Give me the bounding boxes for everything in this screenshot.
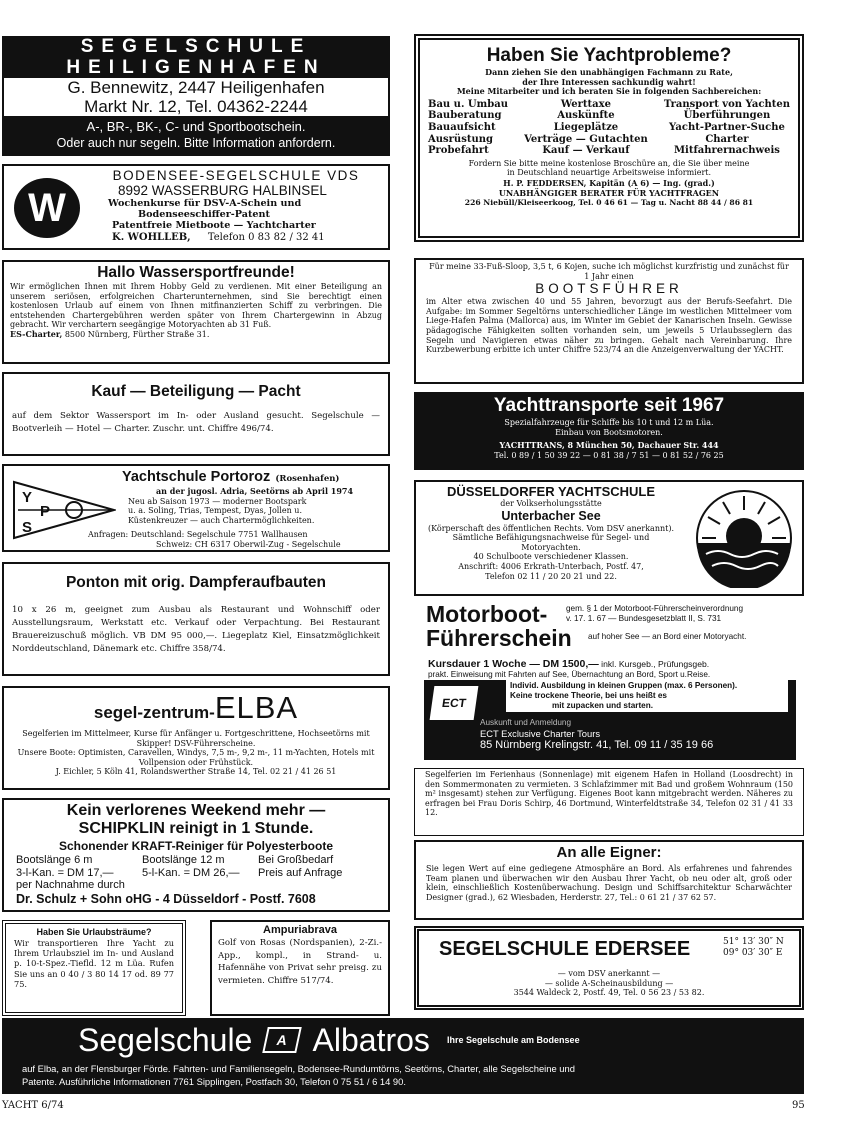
- ad-ampuriabrava: [210, 920, 390, 1016]
- bodensee-line3: Patentfreie Mietboote — Yachtcharter: [112, 220, 316, 231]
- ad-segelschule-heiligenhafen: [2, 36, 390, 156]
- ad-segelferien-ferienhaus: [414, 768, 804, 836]
- yachtprobleme-intro3: Meine Mitarbeiter und ich beraten Sie in folgenden Sachbereichen:: [456, 86, 762, 97]
- motorboot-kurs-label: Kursdauer 1 Woche — DM 1500,—: [428, 658, 599, 670]
- elba-line2: Unsere Boote: Optimisten, Caravellen, Windys, 7,5 m-, 9,2 m-, 11 m-Yachten, Hotels mit Vollpension oder Frühstück.: [17, 748, 375, 767]
- portoroz-line6: Schweiz: CH 6317 Oberwil-Zug - Segelschule: [156, 539, 341, 549]
- yachttransporte-line1: Spezialfahrzeuge für Schiffe bis 10 t und 12 m Lüa.: [504, 418, 714, 427]
- ad-ponton: [2, 562, 390, 676]
- wassersport-body: Wir ermöglichen Ihnen mit Ihrem Hobby Geld zu verdienen. Mit einer Beteiligung an unserem seriösen, erfolgreichen Charterunternehmen, sind Sie berechtigt einen kostenlosen Urlaub auf einem von Ihnen mitfinanzierten Schiff zu verbringen. Die entstehenden Chartergebühren werden später von Ihrem Chartergewinn in Abzug gebracht. Wir verchartern seegängige Motoryachten ab 31 Fuß.: [10, 282, 382, 330]
- ad-bootsfuehrer: [414, 258, 804, 384]
- motorboot-footer2: ECT Exclusive Charter Tours: [480, 728, 601, 739]
- wassersport-signature: [10, 330, 382, 340]
- motorboot-logo-text: ECT: [441, 696, 467, 710]
- portoroz-line4: Küstenkreuzer — auch Chartermöglichkeiten.: [128, 515, 315, 525]
- motorboot-line3: Keine trockene Theorie, bei uns heißt es: [510, 691, 667, 700]
- yachttransporte-title: Yachttransporte seit 1967: [493, 395, 725, 416]
- duesseldorf-line6: Anschrift: 4006 Erkrath-Unterbach, Postf. 47,: [458, 561, 644, 571]
- bodensee-title: BODENSEE-SEGELSCHULE VDS: [112, 168, 360, 183]
- duesseldorf-text: [422, 484, 680, 581]
- duesseldorf-sun-logo: [694, 488, 794, 588]
- albatros-tagline: Ihre Segelschule am Bodensee: [447, 1035, 580, 1045]
- elba-title-a: segel-zentrum-: [93, 703, 215, 722]
- heiligenhafen-title2: HEILIGENHAFEN: [66, 57, 326, 78]
- elba-line3: J. Eichler, 5 Köln 41, Rolandswerther Straße 14, Tel. 02 21 / 41 26 51: [55, 767, 337, 777]
- albatros-line1: auf Elba, an der Flensburger Förde. Fahrten- und Familiensegeln, Bodensee-Rundumtörns, Seetörns, Charter, alle Segelscheine und: [22, 1063, 575, 1074]
- schipklin-c2r1: Bootslänge 12 m: [142, 854, 225, 866]
- bodensee-line1: Wochenkurse für DSV-A-Schein und: [108, 198, 302, 209]
- edersee-title: SEGELSCHULE EDERSEE: [439, 938, 691, 960]
- yachtprobleme-intro2: der Ihre Interessen sachkundig wahrt!: [522, 76, 696, 87]
- yachtprobleme-col1-item: Bauberatung: [428, 110, 502, 122]
- schipklin-c3r2: Preis auf Anfrage: [258, 866, 343, 879]
- portoroz-title-sub: (Rosenhafen): [275, 474, 340, 484]
- yachttransporte-line2: Einbau von Bootsmotoren.: [555, 427, 663, 437]
- duesseldorf-line4: Sämtliche Befähigungsnachweise für Segel- und Motoryachten.: [452, 533, 650, 552]
- motorboot-footer1: Auskunft und Anmeldung: [480, 718, 572, 727]
- yachtprobleme-intro1: Dann ziehen Sie den unabhängigen Fachmann zu Rate,: [485, 67, 733, 77]
- motorboot-line1: prakt. Einweisung mit Fahrten auf See, Übernachtung an Bord, Sport u.Reise.: [428, 670, 711, 679]
- edersee-coord2: 09° 03′ 30″ E: [723, 948, 783, 958]
- motorboot-info-box: [506, 680, 788, 712]
- ad-bodensee-segelschule: [2, 164, 390, 250]
- bootsfuehrer-body: im Alter etwa zwischen 40 und 55 Jahren, bevorzugt aus der Berufs-Seefahrt. Die Aufgabe: im Sommer Segeltörns unterschiedlicher Länge im westlichen Mittelmeer vom Liege-Hafen Palma (Mallorca) aus, im Winter im Gebiet der Kanarischen Inseln. Gewisse pädagogische Fähigkeiten sollten vorhanden sein, um jeweils 5 Urlaubsseglern das Segeln und Navigieren etwas näher zu bringen. Gehalt nach Vereinbarung. Ihre Kurzbewerbung erbitte ich unter Chiffre 523/74 an die Anzeigenverwaltung der YACHT.: [426, 297, 792, 355]
- edersee-line2: — solide A-Scheinausbildung —: [544, 978, 674, 988]
- yachtprobleme-col3-item: Charter: [705, 133, 749, 145]
- motorboot-title1: Motorboot-: [426, 602, 548, 627]
- duesseldorf-line5: 40 Schulboote verschiedener Klassen.: [473, 552, 629, 562]
- duesseldorf-line7: Telefon 02 11 / 20 20 21 und 22.: [485, 571, 617, 581]
- ponton-title: Ponton mit orig. Dampferaufbauten: [65, 574, 327, 591]
- bodensee-logo-text: W: [28, 186, 66, 230]
- ad-an-alle-eigner: [414, 840, 804, 920]
- bodensee-phone: Telefon 0 83 82 / 32 41: [207, 232, 325, 243]
- bodensee-text: [88, 168, 384, 244]
- yachttransporte-line4: Tel. 0 89 / 1 50 39 22 — 0 81 38 / 7 51 — 0 81 52 / 76 25: [494, 450, 724, 460]
- schipklin-col1: [16, 854, 142, 879]
- ad-segel-zentrum-elba: [2, 686, 390, 790]
- yachtprobleme-address: 226 Niebüll/Kleiseerkoog, Tel. 0 46 61 — Tag u. Nacht 88 44 / 86 81: [464, 198, 754, 208]
- ad-yachtschule-portoroz: [2, 464, 390, 552]
- albatros-title-a: Segelschule: [78, 1022, 253, 1058]
- ferienhaus-body: Segelferien im Ferienhaus (Sonnenlage) mit eigenem Hafen in Holland (Loosdrecht) in den Sommermonaten zu vermieten. 3 Schlafzimmer mit Bad und großem Wohnraum (150 m² insgesamt) stehen zur Verfügung. Eigenes Boot kann mitgebracht werden. Näheres zu erfragen bei Frau Doris Schirp, 46 Dortmund, Winterfeldtstraße 34, Telefon 02 31 / 41 33 12.: [425, 770, 793, 818]
- schipklin-footer: Dr. Schulz + Sohn oHG - 4 Düsseldorf - Postf. 7608: [16, 891, 316, 906]
- edersee-heading: [427, 935, 791, 963]
- yachtprobleme-col3-item: Yacht-Partner-Suche: [669, 121, 785, 133]
- yachtprobleme-col2-item: Auskünfte: [557, 110, 615, 122]
- eigner-body: Sie legen Wert auf eine gediegene Atmosphäre an Bord. Als erfahrenes und fahrendes Team planen und überwachen wir den Ausbau Ihrer Yacht, ob neu oder alt, groß oder klein, einschließlich Kostenüberwachung. Design und Schiffsarchitektur Scharwächter Designer (grad.), 62 Wiesbaden, Herderstr. 27, Tel.: 0 61 21 / 37 62 57.: [426, 864, 792, 902]
- motorboot-line4: mit zupacken und starten.: [552, 701, 653, 710]
- schipklin-c2r2: 5-l-Kan. = DM 26,—: [142, 866, 240, 879]
- motorboot-footer3: 85 Nürnberg Krelingstr. 41, Tel. 09 11 / 35 19 66: [480, 739, 714, 751]
- yachtprobleme-col2-item: Werttaxe: [560, 98, 611, 110]
- eigner-title: An alle Eigner:: [556, 844, 662, 861]
- motorboot-legal3: auf hoher See — an Bord einer Motoryacht.: [588, 632, 747, 641]
- urlaub-title: Haben Sie Urlaubsträume?: [36, 927, 152, 937]
- wassersport-sig-name: ES-Charter,: [10, 328, 63, 339]
- motorboot-line2: Individ. Ausbildung in kleinen Gruppen (max. 6 Personen).: [510, 681, 738, 690]
- ponton-body: 10 x 26 m, geeignet zum Ausbau als Restaurant und Wohnschiff oder Ausstellungsraum, Werkstatt etc. Verkauf oder Verpachtung. Bei Restaurant Brauereizuschuß möglich. VB DM 95 000,—. Liegeplatz Kiel, Einsatzmöglichkeit Norddeutschland, Dänemark etc. Chiffre 358/74.: [12, 605, 380, 654]
- yachtprobleme-col1-item: Ausrüstung: [428, 133, 493, 145]
- yachtprobleme-title: Haben Sie Yachtprobleme?: [486, 45, 732, 66]
- yachtprobleme-col3-item: Mitfahrernachweis: [673, 145, 780, 157]
- ad-motorboot-fuehrerschein: [424, 602, 796, 762]
- kauf-title: Kauf — Beteiligung — Pacht: [91, 383, 301, 400]
- schipklin-title2: SCHIPKLIN reinigt in 1 Stunde.: [78, 820, 314, 837]
- albatros-emblem-text: A: [275, 1032, 290, 1048]
- schipklin-title1: Kein verlorenes Weekend mehr —: [66, 802, 326, 819]
- yachtprobleme-col2-item: Verträge — Gutachten: [524, 133, 648, 145]
- heiligenhafen-address: [2, 78, 390, 118]
- motorboot-kurs-inkl: inkl. Kursgeb., Prüfungsgeb.: [601, 659, 710, 669]
- portoroz-heading: [122, 468, 386, 487]
- ad-kauf-beteiligung-pacht: [2, 372, 390, 456]
- yachtprobleme-col3-item: Überführungen: [683, 110, 771, 122]
- yachtprobleme-outro1: Fordern Sie bitte meine kostenlose Broschüre an, die Sie über meine: [468, 158, 750, 168]
- yachtprobleme-name: H. P. FEDDERSEN, Kapitän (A 6) — Ing. (grad.): [503, 177, 715, 188]
- edersee-line3: 3544 Waldeck 2, Postf. 49, Tel. 0 56 23 / 53 82.: [513, 988, 705, 998]
- yachtprobleme-col1: [428, 99, 508, 157]
- ad-urlaubstraeume: [2, 920, 186, 1016]
- heiligenhafen-line1: G. Bennewitz, 2447 Heiligenhafen: [67, 78, 325, 97]
- elba-line1: Segelferien im Mittelmeer, Kurse für Anfänger u. Fortgeschrittene, Hochseetörns mit Skipper! DSV-Führerscheine.: [22, 729, 370, 748]
- motorboot-bottom: [424, 680, 796, 760]
- portoroz-line5: Anfragen: Deutschland: Segelschule 7751 Wallhausen: [88, 530, 308, 539]
- motorboot-legal2: v. 17. 1. 67 — Bundesgesetzblatt II, S. 731: [566, 614, 722, 623]
- bodensee-contact: [88, 231, 384, 244]
- heiligenhafen-line3: A-, BR-, BK-, C- und Sportbootschein.: [86, 119, 306, 134]
- heiligenhafen-title-block: [2, 36, 390, 78]
- bodensee-name: K. WOHLLEB,: [112, 232, 191, 243]
- heiligenhafen-info-block: [2, 118, 390, 156]
- urlaub-body: Wir transportieren Ihre Yacht zu Ihrem Urlaubsziel im In- und Ausland p. 10-t-Spez.-Tiefld. 12 m Lüa. Rufen Sie uns an 0 40 / 3 80 14 17 od. 89 77 75.: [14, 938, 174, 989]
- duesseldorf-line1: der Volkserholungsstätte: [500, 499, 602, 508]
- albatros-heading: [78, 1020, 580, 1060]
- bodensee-city: 8992 WASSERBURG HALBINSEL: [118, 183, 327, 198]
- bodensee-line2: Bodenseeschiffer-Patent: [138, 209, 270, 220]
- bootsfuehrer-title: BOOTSFÜHRER: [535, 281, 683, 297]
- schipklin-c1r1: Bootslänge 6 m: [16, 854, 93, 866]
- edersee-coord1: 51° 13′ 30″ N: [723, 937, 784, 947]
- ad-segelschule-albatros: [2, 1018, 804, 1094]
- portoroz-title: Yachtschule Portoroz: [122, 469, 271, 485]
- heiligenhafen-line4: Oder auch nur segeln. Bitte Information anfordern.: [56, 136, 336, 150]
- yachttransporte-line3: YACHTTRANS, 8 München 50, Dachauer Str. 444: [499, 440, 719, 451]
- ampuriabrava-body: Golf von Rosas (Nordspanien), 2-Zi.-App., kompl., in Strand- u. Hafennähe von Privat sehr preisg. zu vermieten. Chiffre 517/74.: [218, 938, 382, 986]
- portoroz-logo-s: S: [22, 519, 33, 536]
- schipklin-line: per Nachnahme durch: [16, 879, 125, 891]
- portoroz-line1: an der jugosl. Adria, Seetörns ab April 1974: [156, 486, 354, 496]
- albatros-emblem: [263, 1027, 303, 1053]
- motorboot-legal1: gem. § 1 der Motorboot-Führerscheinverordnung: [566, 604, 744, 613]
- yachtprobleme-col1-item: Bauaufsicht: [428, 121, 496, 133]
- portoroz-contact: [88, 530, 388, 549]
- page-number: 95: [792, 1100, 805, 1111]
- portoroz-text: [122, 468, 386, 525]
- ad-yachttransporte: [414, 392, 804, 470]
- ampuriabrava-title: Ampuriabrava: [263, 924, 337, 936]
- page-footer-left: YACHT 6/74: [2, 1100, 64, 1111]
- motorboot-logo: [430, 686, 479, 720]
- yachtprobleme-role: UNABHÄNGIGER BERATER FÜR YACHTFRAGEN: [498, 187, 720, 198]
- heiligenhafen-title1: SEGELSCHULE: [80, 36, 312, 57]
- ad-schipklin: [2, 798, 390, 912]
- yachtprobleme-col3: [664, 99, 790, 157]
- heiligenhafen-line2: Markt Nr. 12, Tel. 04362-2244: [84, 97, 308, 116]
- yachtprobleme-col1-item: Probefahrt: [428, 145, 489, 157]
- schipklin-c1r2: 3-l-Kan. = DM 17,—: [16, 866, 114, 879]
- duesseldorf-line2: Unterbacher See: [501, 508, 601, 523]
- ad-duesseldorfer-yachtschule: [414, 480, 804, 596]
- portoroz-logo-p: P: [40, 503, 51, 520]
- duesseldorf-title: DÜSSELDORFER YACHTSCHULE: [446, 484, 656, 499]
- yachtprobleme-col2-item: Kauf — Verkauf: [542, 145, 630, 157]
- elba-title: [12, 692, 380, 729]
- albatros-title-b: Albatros: [312, 1022, 430, 1058]
- yachtprobleme-col2-item: Liegeplätze: [553, 121, 619, 133]
- ad-hallo-wassersportfreunde: [2, 260, 390, 364]
- edersee-line1: — vom DSV anerkannt —: [557, 969, 661, 978]
- elba-title-b: ELBA: [214, 690, 299, 725]
- wassersport-title: Hallo Wassersportfreunde!: [97, 264, 295, 281]
- albatros-line2: Patente. Ausführliche Informationen 7761 Sipplingen, Postfach 30, Telefon 0 75 51 / 6 14 90.: [22, 1076, 406, 1087]
- portoroz-line3: u. a. Soling, Trias, Tempest, Dyas, Jollen u.: [128, 506, 303, 516]
- motorboot-header: [424, 602, 796, 654]
- duesseldorf-line3: (Körperschaft des öffentlichen Rechts. Vom DSV anerkannt).: [428, 523, 674, 533]
- yachtprobleme-col1-item: Bau u. Umbau: [428, 98, 508, 110]
- yachtprobleme-outro2: in Deutschland neuartige Arbeitsweise informiert.: [506, 168, 712, 178]
- schipklin-col2: [142, 854, 258, 879]
- ad-yachtprobleme: [414, 34, 804, 242]
- motorboot-kurs: [428, 658, 709, 670]
- portoroz-line2: Neu ab Saison 1973 — moderner Bootspark: [128, 496, 307, 506]
- yachtprobleme-col3-item: Transport von Yachten: [663, 98, 790, 110]
- motorboot-title2: Führerschein: [426, 625, 572, 651]
- bootsfuehrer-line1: Für meine 33-Fuß-Sloop, 3,5 t, 6 Kojen, suche ich möglichst kurzfristig und zunächst für 1 Jahr einen: [429, 262, 789, 281]
- yachtprobleme-services: [428, 99, 790, 157]
- yachtprobleme-col2: [524, 99, 648, 157]
- wassersport-sig-addr: 8500 Nürnberg, Fürther Straße 31.: [64, 329, 210, 339]
- portoroz-logo-y: Y: [22, 489, 33, 506]
- schipklin-prices: [16, 854, 376, 879]
- schipklin-c3r1: Bei Großbedarf: [258, 854, 334, 866]
- schipklin-col3: [258, 854, 342, 879]
- bodensee-logo: [14, 178, 80, 238]
- ad-segelschule-edersee: [414, 926, 804, 1010]
- schipklin-sub: Schonender KRAFT-Reiniger für Polyesterboote: [58, 839, 334, 853]
- kauf-body: auf dem Sektor Wassersport im In- oder Ausland gesucht. Segelschule — Bootverleih — Hotel — Charter. Zuschr. unt. Chiffre 496/74.: [12, 411, 380, 434]
